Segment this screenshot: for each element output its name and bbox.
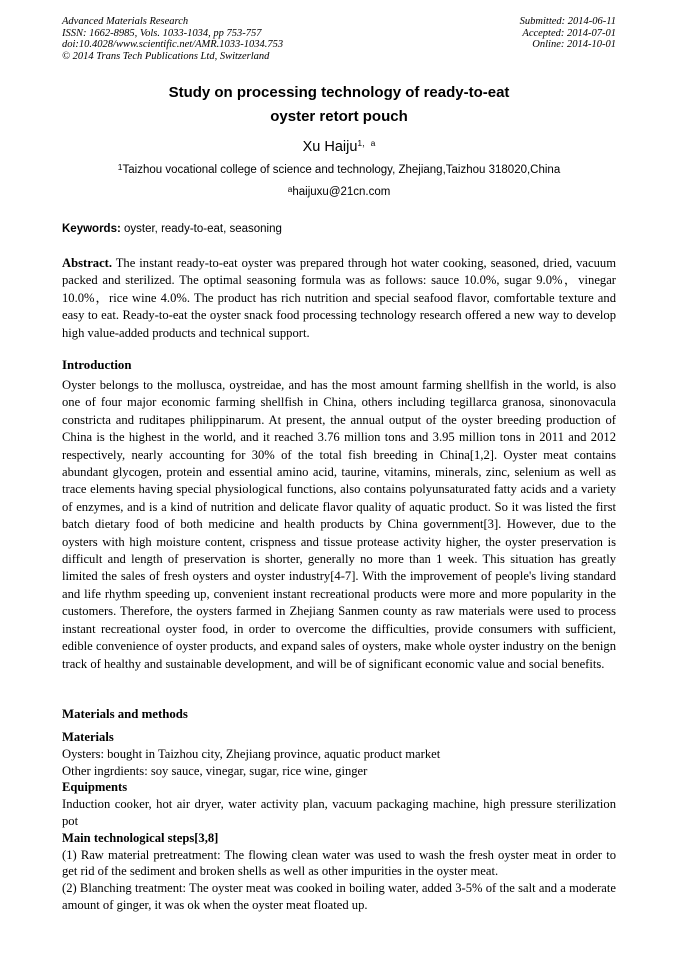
abstract — [62, 255, 616, 342]
email-line — [62, 186, 616, 198]
author-sup: 1，a — [357, 138, 376, 148]
steps-heading: Main technological steps[3,8] — [62, 830, 219, 845]
equipments-heading: Equipments — [62, 780, 128, 795]
author-line — [62, 139, 616, 155]
materials-heading: Materials — [62, 730, 114, 744]
introduction-heading: Introduction — [62, 358, 132, 372]
abstract-label: Abstract. — [62, 256, 113, 270]
issn: ISSN: 1662-8985, Vols. 1033-1034, pp 753-757 — [62, 27, 262, 39]
step-2: (2) Blanching treatment: The oyster meat was cooked in boiling water, added 3-5% of the salt and a moderate amount of ginger, it was ok when the oyster meat floated up. — [62, 881, 616, 912]
keywords-text: oyster, ready-to-eat, seasoning — [120, 223, 282, 235]
publication-dates — [520, 16, 616, 51]
doi: doi:10.4028/www.scientific.net/AMR.1033-1034.753 — [62, 39, 284, 50]
affiliation-text: Taizhou vocational college of science and technology, Zhejiang,Taizhou 318020,China — [122, 164, 561, 176]
accepted-date: Accepted: 2014-07-01 — [522, 27, 616, 39]
keywords — [62, 223, 616, 235]
journal-name: Advanced Materials Research — [62, 16, 189, 27]
introduction-text: Oyster belongs to the mollusca, oystreidae, and has the most amount farming shellfish in the world, is also one of four major economic farming shellfish in China, others including tegillarca granosa, sinonovacula constricta and ruditapes philippinarum. At present, the annual output of the oyster breeding production of China is the highest in the world, and it reached 3.76 million tons and 3.95 million tons in 2011 and 2012 respectively, nearly accounting for 30% of the total fish breeding in China[1,2]. Oyster meat contains abundant glycogen, protein and essential amino acid, taurine, vitamins, minerals, zinc, selenium as well as trace elements having special physiological functions, also contains polyunsaturated fatty acids and a variety of enzymes, and is a kind of nutrition and delicate flavor quality of aquatic product. So it was listed the first batch dietary food of both medicine and health products by China government[3]. However, due to the oysters with high moisture content, crispness and tissue protease activity higher, the oyster preservation is difficult and length of preservation is shorter, generally no more than 1 week. This situation has greatly limited the sales of fresh oysters and oyster industry[4-7]. With the improvement of people's living standard and life rhythm speeding up, convenient instant recreational products were more and more popularity in the customers. Therefore, the oysters farmed in Zhejiang Sanmen county as raw materials were used to process instant recreational oyster food, in order to overcome the difficulties, provide consumers with sufficient, edible convenience of oyster products, and expand sales of oysters, make whole oyster industry on the benign track of healthy and sustainable development, and will be of significant economic value and social benefits. — [62, 378, 616, 671]
materials-methods-section — [62, 729, 616, 914]
materials-methods-heading: Materials and methods — [62, 707, 188, 721]
online-date: Online: 2014-10-01 — [532, 39, 616, 50]
affiliation-sup: 1 — [117, 162, 123, 172]
author-name: Xu Haiju — [302, 139, 358, 155]
paper-title — [62, 81, 616, 129]
email-address[interactable]: haijuxu@21cn.com — [292, 186, 391, 198]
materials-line-1: Oysters: bought in Taizhou city, Zhejiang province, aquatic product market — [62, 746, 441, 761]
equipments-text: Induction cooker, hot air dryer, water activity plan, vacuum packaging machine, high pressure sterilization pot — [62, 797, 616, 828]
abstract-text: The instant ready-to-eat oyster was prepared through hot water cooking, seasoned, dried, vacuum packed and sterilized. The optimal seasoning formula was as follows: sauce 10.0%, sugar 9.0%，vinegar 10.0%，rice wine 4.0%. The product has rich nutrition and special seafood flavor, comfortable texture and easy to eat. Ready-to-eat the oyster snack food processing technology research offered a new way to develop high value-added products and technical support. — [62, 256, 616, 340]
journal-info — [62, 16, 283, 62]
title-line-2: oyster retort pouch — [270, 108, 408, 125]
title-line-1: Study on processing technology of ready-to-eat — [168, 84, 510, 101]
materials-line-2: Other ingrdients: soy sauce, vinegar, sugar, rice wine, ginger — [62, 763, 368, 778]
step-1: (1) Raw material pretreatment: The flowing clean water was used to wash the fresh oyster meat in order to get rid of the sediment and broken shells as well as other impurities in the oyster meat. — [62, 847, 616, 879]
submitted-date: Submitted: 2014-06-11 — [519, 16, 616, 27]
keywords-label: Keywords: — [62, 223, 121, 235]
copyright: © 2014 Trans Tech Publications Ltd, Switzerland — [62, 50, 270, 62]
email-sup: a — [287, 184, 293, 194]
affiliation — [62, 164, 616, 176]
